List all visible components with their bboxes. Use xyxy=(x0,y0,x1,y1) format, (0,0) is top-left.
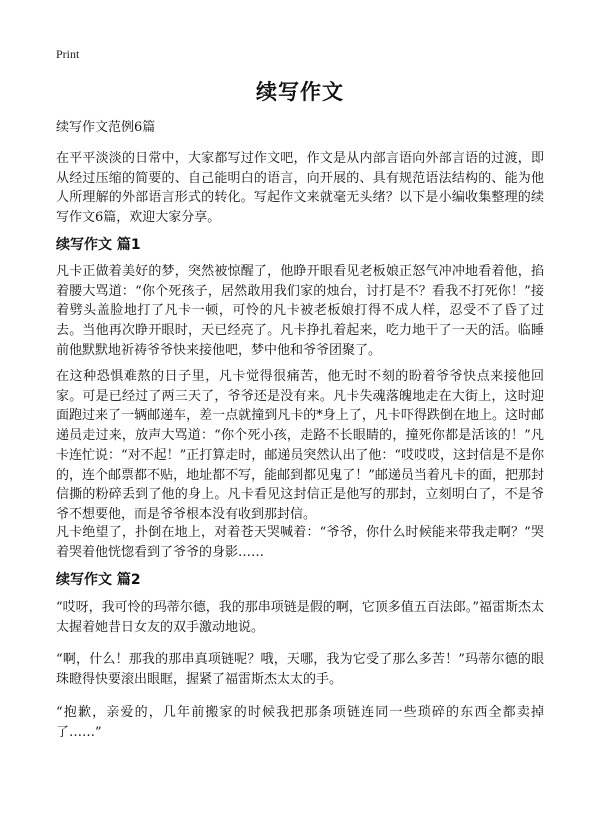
section-heading-1: 续写作文 篇1 xyxy=(56,237,141,253)
page-title: 续写作文 xyxy=(256,80,344,104)
section-1-paragraph-3: 凡卡绝望了，扑倒在地上，对着苍天哭喊着：“爷爷，你什么时候能来带我走啊？”哭着哭着他恍惚看到了爷爷的身影…… xyxy=(56,525,544,560)
intro-paragraph: 在平平淡淡的日常中，大家都写过作文吧，作文是从内部言语向外部言语的过渡，即从经过压缩的简要的、自己能明白的语言，向开展的、具有规范语法结构的、能为他人所理解的外部语言形式的转化。写起作文来就毫无头绪？以下是小编收集整理的续写作文6篇，欢迎大家分享。 xyxy=(56,151,544,226)
document-subtitle: 续写作文范例6篇 xyxy=(56,120,156,135)
section-2-paragraph-3: “抱歉，亲爱的，几年前搬家的时候我把那条项链连同一些琐碎的东西全都卖掉了……” xyxy=(56,705,544,740)
section-2-paragraph-1: “哎呀，我可怜的玛蒂尔德，我的那串项链是假的啊，它顶多值五百法郎。”福雷斯杰太太握着她昔日女友的双手激动地说。 xyxy=(56,600,544,635)
section-1-paragraph-2: 在这种恐惧难熬的日子里，凡卡觉得很痛苦，他无时不刻的盼着爷爷快点来接他回家。可是已经过了两三天了，爷爷还是没有来。凡卡失魂落魄地走在大街上，这时迎面跑过来了一辆邮递车，差一点就撞到凡卡的*身上了，凡卡吓得跌倒在地上。这时邮递员走过来，放声大骂道：“你个死小孩，走路不长眼睛的，撞死你都是活该的！”凡卡连忙说：“对不起！”正打算走时，邮递员突然认出了他：“哎哎哎，这封信是不是你的，连个邮票都不贴，地址都不写，能邮到都见鬼了！”邮递员当着凡卡的面，把那封信撕的粉碎丢到了他的身上。凡卡看见这封信正是他写的那封，立刻明白了，不是爷爷不想要他，而是爷爷根本没有收到那封信。 xyxy=(56,369,544,522)
section-heading-2: 续写作文 篇2 xyxy=(56,572,141,588)
print-link[interactable]: Print xyxy=(56,47,80,61)
section-2-paragraph-2: “啊，什么！那我的那串真项链呢？哦，天哪，我为它受了那么多苦！”玛蒂尔德的眼珠瞪得快要滚出眼眶，握紧了福雷斯杰太太的手。 xyxy=(56,652,544,687)
section-1-paragraph-1: 凡卡正做着美好的梦，突然被惊醒了，他睁开眼看见老板娘正怒气冲冲地看着他，掐着腰大骂道：“你个死孩子，居然敢用我们家的烛台，讨打是不？看我不打死你！”接着劈头盖脸地打了凡卡一顿，可怜的凡卡被老板娘打得不成人样，忍受不了昏了过去。当他再次睁开眼时，天已经亮了。凡卡挣扎着起来，吃力地干了一天的活。临睡前他默默地祈祷爷爷快来接他吧，梦中他和爷爷团聚了。 xyxy=(56,264,544,358)
